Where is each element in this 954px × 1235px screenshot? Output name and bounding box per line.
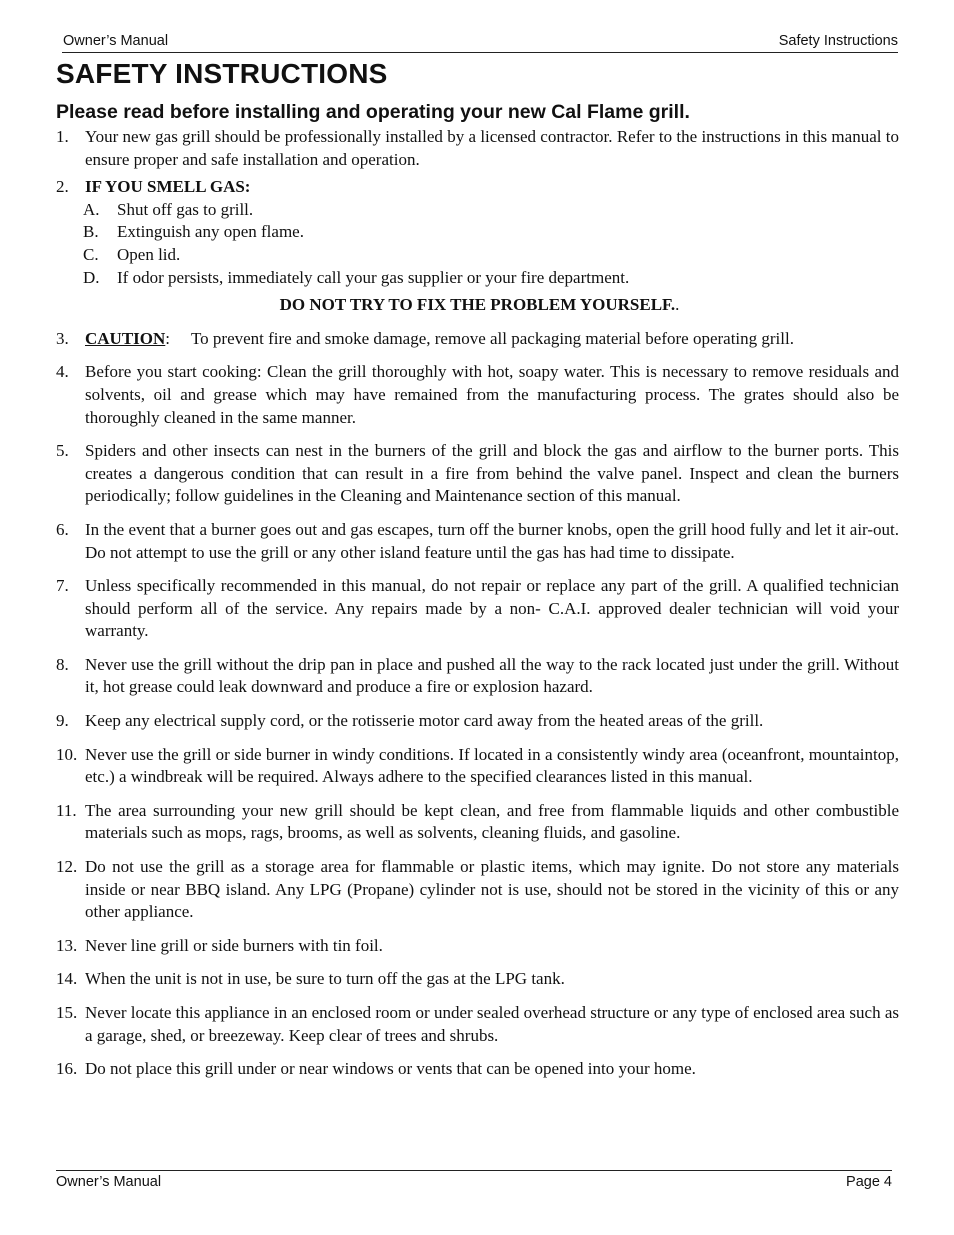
item-text: In the event that a burner goes out and gas escapes, turn off the burner knobs, open the grill hood fully and let it air-out. Do not attempt to use the grill or any other island feature until the gas has had time to dissipate. xyxy=(85,519,899,562)
list-item-8 xyxy=(56,654,899,699)
list-item-6 xyxy=(56,519,899,564)
item-text: : To prevent fire and smoke damage, remove all packaging material before operating grill. xyxy=(165,328,794,348)
item-number: 15. xyxy=(56,1003,78,1022)
item-number: 4. xyxy=(56,362,69,382)
gas-warning xyxy=(56,294,899,317)
list-item-4 xyxy=(56,361,899,429)
item-text: Before you start cooking: Clean the grill thoroughly with hot, soapy water. This is necessary to remove residuals and solvents, oil and grease which may have remained from the manufacturing process. The grates should also be thoroughly cleaned in the same manner. xyxy=(85,362,899,427)
header-right-text: Safety Instructions xyxy=(778,33,898,49)
page-title: SAFETY INSTRUCTIONS xyxy=(56,58,388,89)
list-item-7 xyxy=(56,575,899,643)
step-text: Extinguish any open flame. xyxy=(117,222,304,242)
gas-step-b xyxy=(56,221,899,244)
item-text: Unless specifically recommended in this manual, do not repair or replace any part of the grill. A qualified technician should perform all of the service. Any repairs made by a non- C.A.I. approved dealer technician will void your warranty. xyxy=(85,576,899,641)
step-letter: C. xyxy=(83,244,99,264)
item-text: Spiders and other insects can nest in the burners of the grill and block the gas and airflow to the burner ports. This creates a dangerous condition that can result in a fire from behind the valve panel. Inspect and clean the burners periodically; follow guidelines in the Cleaning and Maintenance section of this manual. xyxy=(85,441,899,506)
gas-step-d xyxy=(56,267,899,290)
caution-label: CAUTION xyxy=(85,328,166,348)
list-item-15 xyxy=(56,1002,899,1047)
step-letter: D. xyxy=(83,267,100,287)
item-text: Never line grill or side burners with tin foil. xyxy=(85,935,383,955)
footer-left-text: Owner’s Manual xyxy=(56,1174,162,1190)
safety-list xyxy=(56,126,899,1081)
list-item-1 xyxy=(56,126,899,171)
item-number: 10. xyxy=(56,744,78,764)
list-item-2 xyxy=(56,176,899,199)
page-subtitle: Please read before installing and operating your new Cal Flame grill. xyxy=(56,101,690,123)
gas-step-a xyxy=(56,199,899,222)
header-left-text: Owner’s Manual xyxy=(63,33,169,49)
item-text: Keep any electrical supply cord, or the rotisserie motor card away from the heated areas of the grill. xyxy=(85,711,764,731)
step-text: If odor persists, immediately call your gas supplier or your fire department. xyxy=(117,267,630,287)
step-letter: A. xyxy=(83,199,100,219)
item-number: 3. xyxy=(56,328,69,348)
item-number: 1. xyxy=(56,127,69,146)
item-text: The area surrounding your new grill should be kept clean, and free from flammable liquids and other combustible materials such as mops, rags, brooms, as well as solvents, cleaning fluids, and gasoline. xyxy=(85,800,899,843)
item-number: 9. xyxy=(56,711,69,731)
item-text: Do not place this grill under or near windows or vents that can be opened into your home. xyxy=(85,1059,696,1079)
item-text: Never use the grill or side burner in windy conditions. If located in a consistently windy area (oceanfront, mountaintop, etc.) a windbreak will be required. Always adhere to the specified clearances listed in this manual. xyxy=(85,744,899,787)
gas-warning-text: DO NOT TRY TO FIX THE PROBLEM YOURSELF. xyxy=(279,295,676,315)
list-item-11 xyxy=(56,800,899,845)
item-text: When the unit is not in use, be sure to turn off the gas at the LPG tank. xyxy=(85,969,565,989)
list-item-13 xyxy=(56,935,899,958)
list-item-14 xyxy=(56,968,899,991)
step-letter: B. xyxy=(83,222,99,242)
list-item-3 xyxy=(56,328,899,351)
list-item-10 xyxy=(56,744,899,789)
item-text: Never locate this appliance in an enclosed room or under sealed overhead structure or any type of enclosed area such as a garage, shed, or breezeway. Keep clear of trees and shrubs. xyxy=(85,1003,899,1045)
item-number: 8. xyxy=(56,654,69,674)
item-text: Do not use the grill as a storage area for flammable or plastic items, which may ignite. Do not store any materials inside or near BBQ island. Any LPG (Propane) cylinder not is use, should not be stored in the vicinity of this or any other appliance. xyxy=(85,857,899,922)
page-number: Page 4 xyxy=(846,1174,892,1190)
item-number: 11. xyxy=(56,800,77,820)
list-item-16 xyxy=(56,1058,899,1081)
page-header xyxy=(62,33,898,53)
list-item-5 xyxy=(56,440,899,508)
item-number: 5. xyxy=(56,441,69,461)
item-text: Your new gas grill should be professionally installed by a licensed contractor. Refer to the instructions in this manual to ensure proper and safe installation and operation. xyxy=(85,127,899,169)
gas-warning-end: . xyxy=(675,295,680,315)
list-item-12 xyxy=(56,856,899,924)
gas-step-c xyxy=(56,244,899,267)
step-text: Open lid. xyxy=(117,244,181,264)
item-number: 13. xyxy=(56,935,78,955)
list-item-9 xyxy=(56,710,899,733)
item-number: 16. xyxy=(56,1059,78,1079)
step-text: Shut off gas to grill. xyxy=(117,199,254,219)
item-number: 6. xyxy=(56,519,69,539)
item-heading: IF YOU SMELL GAS: xyxy=(85,177,251,197)
item-number: 2. xyxy=(56,177,69,197)
item-text: Never use the grill without the drip pan in place and pushed all the way to the rack located just under the grill. Without it, hot grease could leak downward and produce a fire or explosion hazard. xyxy=(85,654,899,697)
item-number: 14. xyxy=(56,969,78,989)
item-number: 7. xyxy=(56,576,69,596)
page-footer xyxy=(56,1170,892,1193)
item-number: 12. xyxy=(56,857,78,877)
